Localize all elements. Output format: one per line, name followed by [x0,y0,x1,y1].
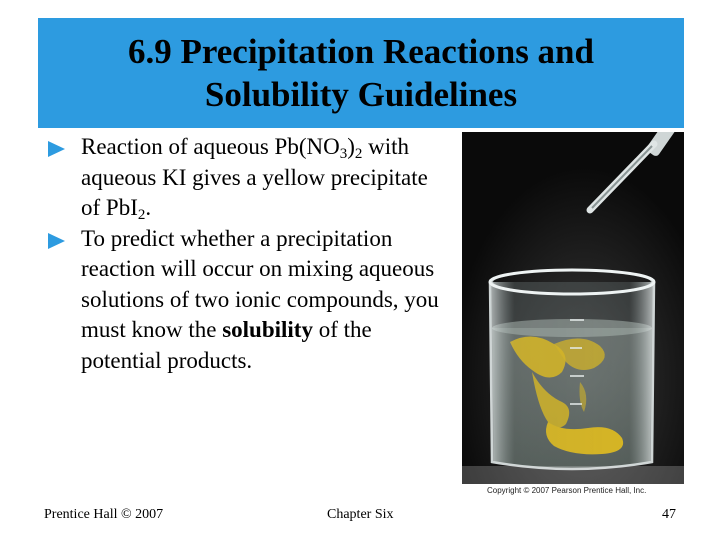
beaker-illustration [462,132,684,484]
title-bar [38,18,684,128]
footer-page-number: 47 [662,507,676,522]
bullet-item-reaction [48,132,448,224]
bullet-2-text-a: To predict whether a precipitation reaction will occur on mixing aqueous solutions of two ionic compounds, you must know the [81,225,439,342]
beaker-precipitate-photo [462,132,684,484]
bullet-item-predict [48,224,448,377]
footer-publisher: Prentice Hall © 2007 [44,507,164,522]
slide-title-line-1: 6.9 Precipitation Reactions and [127,32,594,71]
bullet-arrow-icon [48,141,65,157]
subscript-2: 2 [354,146,363,162]
subscript-2-pbi: 2 [137,207,146,223]
photo-copyright: Copyright © 2007 Pearson Prentice Hall, Inc. [487,486,647,495]
bullet-1-text-b: ) [347,134,355,159]
bullet-2-bold-term: solubility [222,317,313,342]
bullet-list [48,132,448,376]
bullet-1-text-a: Reaction of aqueous Pb(NO [81,134,340,159]
subscript-3: 3 [339,146,348,162]
bullet-1-text-c: with aqueous KI gives a yellow precipitate of PbI [81,134,428,220]
bullet-2-text-b: of the potential products. [81,317,372,373]
bullet-1-text-d: . [145,195,152,220]
slide-title-line-2: Solubility Guidelines [204,75,518,114]
footer-chapter: Chapter Six [327,507,394,522]
bullet-arrow-icon [48,233,65,249]
